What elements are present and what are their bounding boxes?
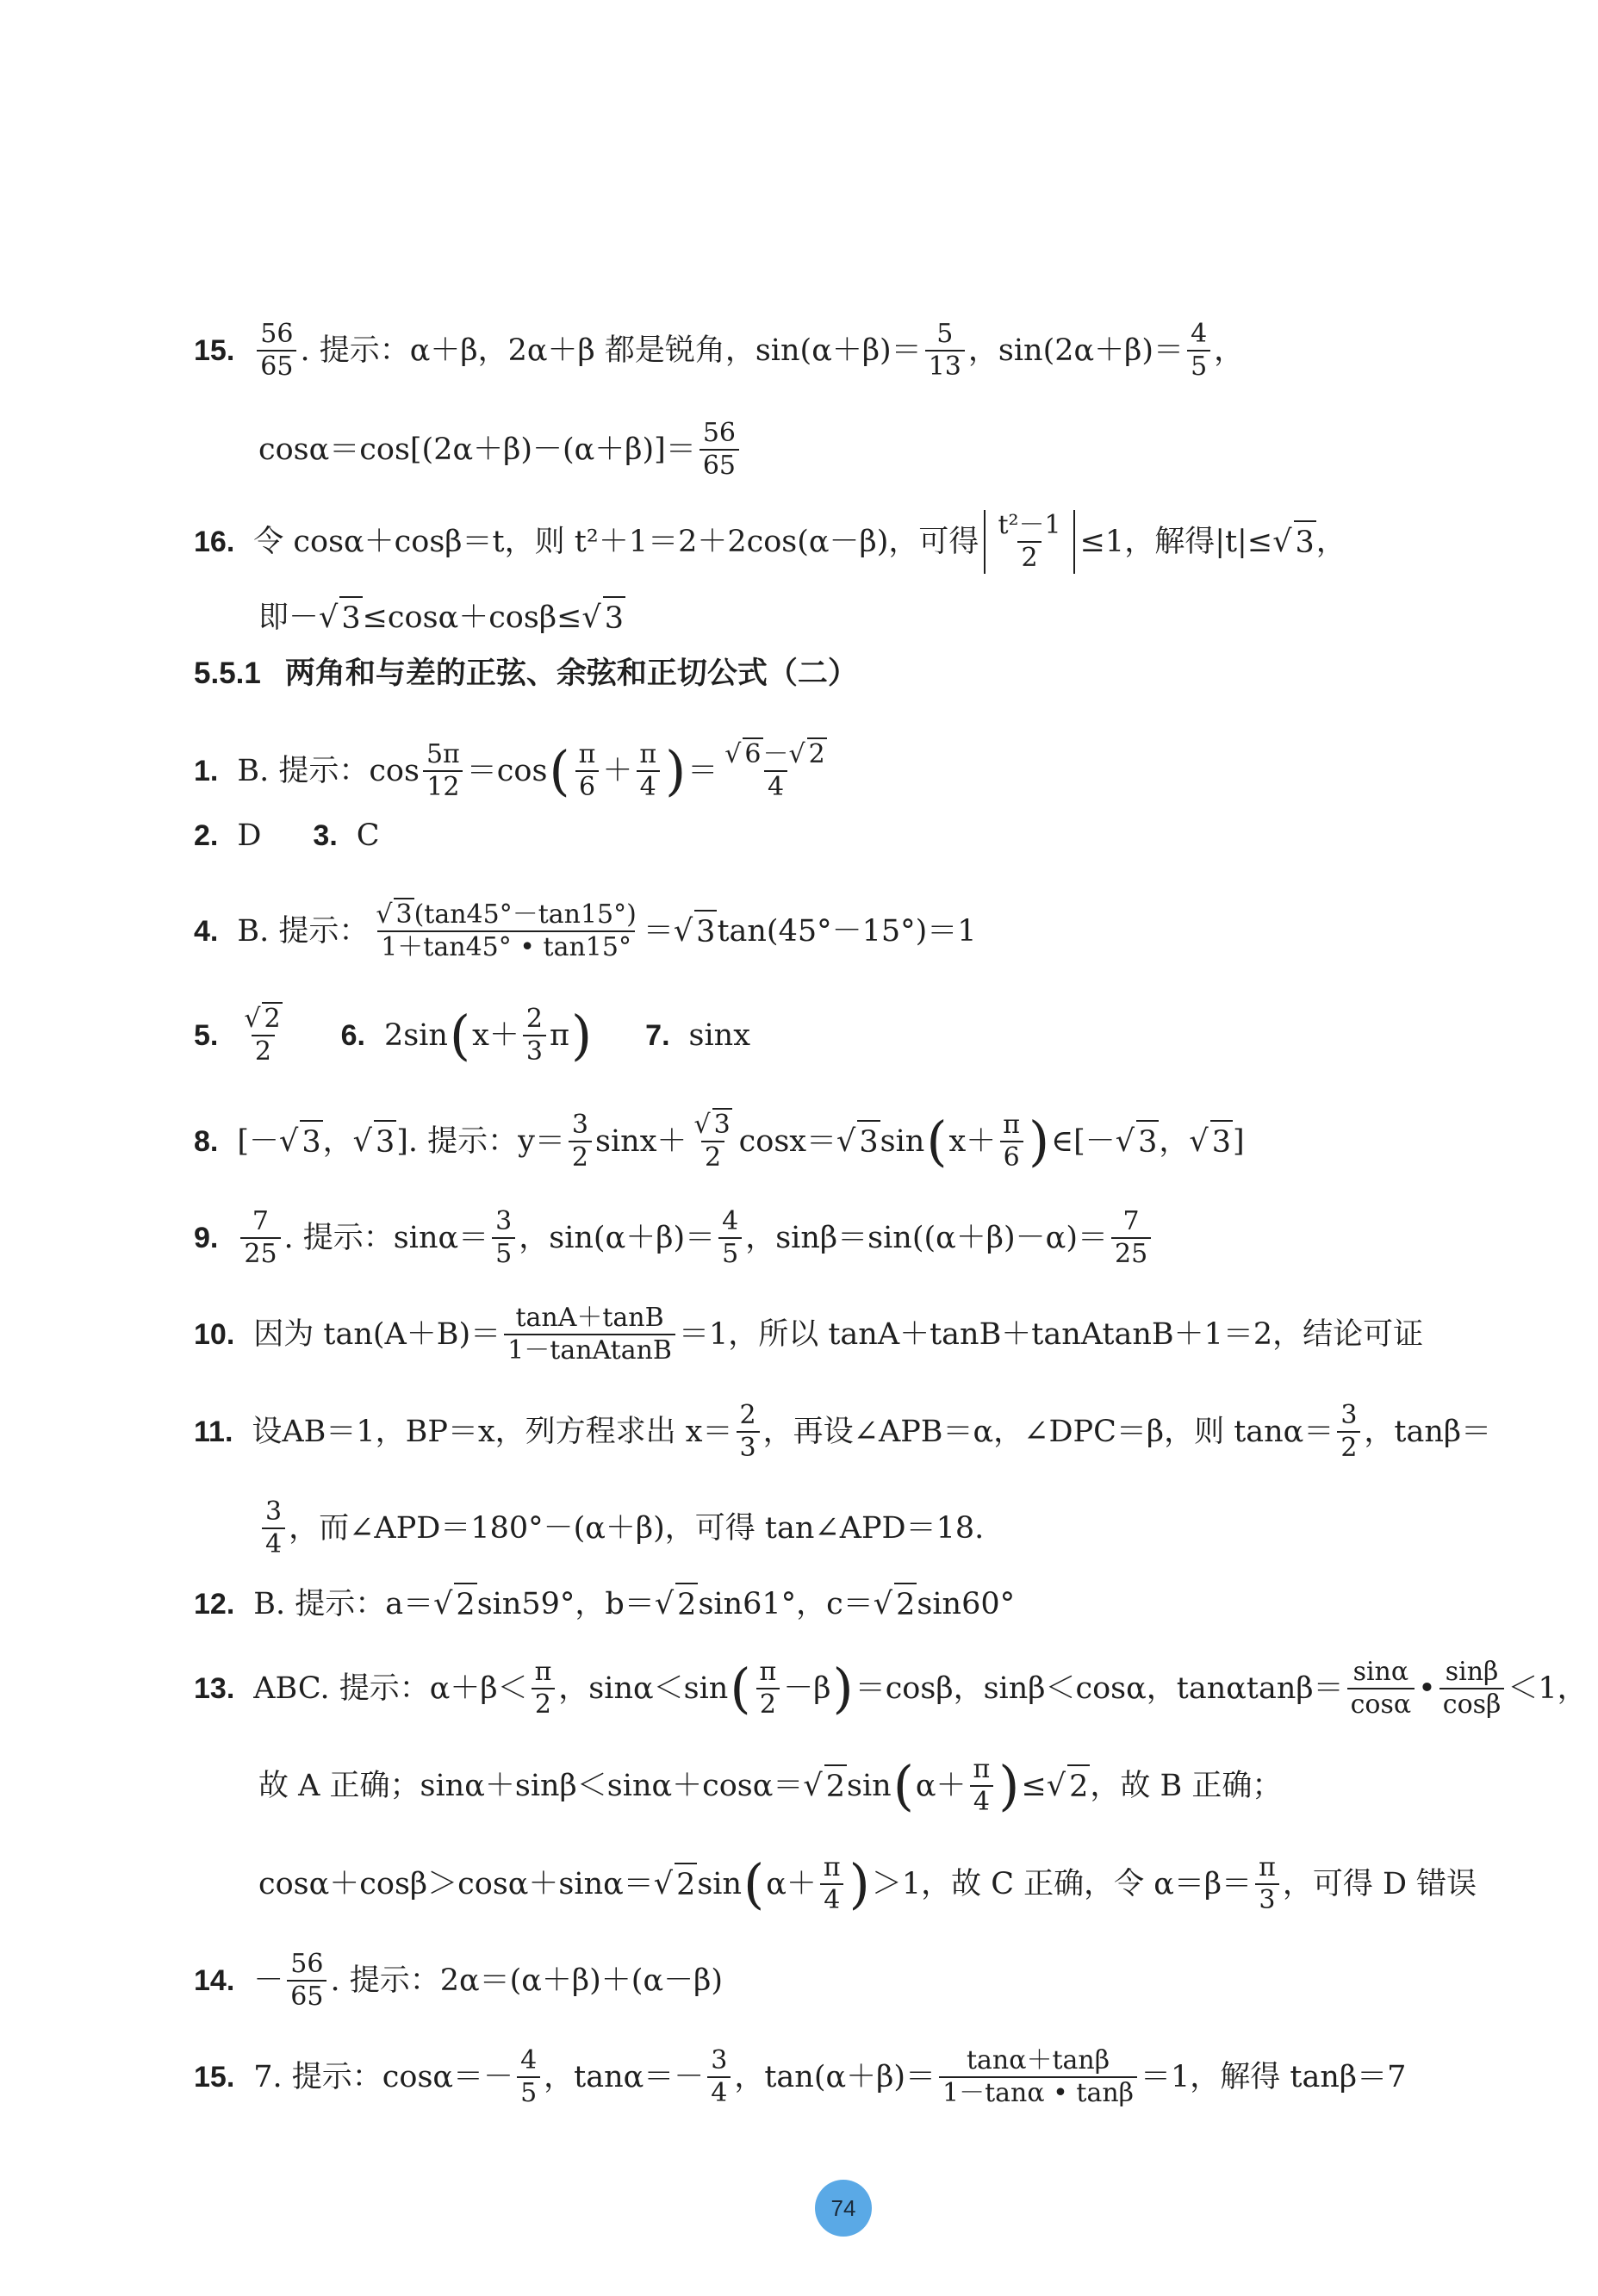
- fraction: $\frac{√ 2}{2}$: [244, 1004, 281, 1067]
- fraction: $\frac{3}{2}$: [1337, 1400, 1360, 1464]
- answer-15b: 15. 7. 提示：cosα＝－ $\frac{4}{5}$ ，tanα＝－ $\frac{3}{4}$ ，tan(α＋β)＝ $\frac{\tan\alpha+\tan\beta}{1-\tan\alpha • \tan\beta}$ ＝1，解得 tanβ＝7: [194, 2045, 1407, 2108]
- item-number: 12.: [194, 1588, 235, 1621]
- fraction: $\frac{√ 6-√ 2}{4}$: [724, 739, 825, 802]
- answer-5-6-7: 5. $\frac{√ 2}{2}$ 6. 2sin ( x＋ $\frac{2}{3}$ π ) 7. sinx: [194, 1004, 750, 1067]
- item-number: 7.: [645, 1019, 670, 1052]
- fraction: $\frac{5\pi}{12}$: [423, 739, 463, 803]
- answer-8: 8. [－ √ 3 ， √ 3 ]. 提示：y＝ $\frac{3}{2}$ sinx＋ $\frac{√ 3}{2}$ cosx＝ √ 3 sin ( x＋ $\frac{\pi}{6}$ ) ∈[－ √ 3 ， √ 3 ]: [194, 1110, 1245, 1173]
- answer-13-line3: cosα＋cosβ＞cosα＋sinα＝ √ 2 sin ( α＋ $\frac{\pi}{4}$ ) ＞1，故 C 正确，令 α＝β＝ $\frac{\pi}{3}$ ，可得 D 错误: [258, 1852, 1477, 1915]
- item-number: 11.: [194, 1416, 233, 1448]
- item-number: 15.: [194, 334, 235, 367]
- answer-10: 10. 因为 tan(A＋B)＝ $\frac{\tan A+\tan B}{\text{1－tanAtanB}}$ ＝1，所以 tanA＋tanB＋tanAtanB＋1＝2，结论可证: [194, 1303, 1424, 1366]
- left-paren: (: [549, 739, 570, 802]
- item-number: 13.: [194, 1672, 235, 1705]
- answer-12: 12. B. 提示：a＝ √ 2 sin59°，b＝ √ 2 sin61°，c＝ √ 2 sin60°: [194, 1583, 1015, 1626]
- fraction: $\frac{56}{65}$: [287, 1949, 326, 2013]
- fraction: $\frac{\pi}{4}$: [820, 1852, 844, 1916]
- answer-13: 13. ABC. 提示：α＋β＜ $\frac{\pi}{2}$ ，sinα＜sin ( $\frac{\pi}{2}$ －β ) ＝cosβ，sinβ＜cosα，tanαtanβ＝ $\frac{\sin\alpha}{\cos\alpha}$ • $\frac{\sin\beta}{\cos\beta}$ ＜1，: [194, 1657, 1588, 1720]
- item-number: 1.: [194, 755, 219, 787]
- answer-15a: 15. $\frac{56}{65}$ . 提示：α＋β，2α＋β 都是锐角，sin(α＋β)＝ $\frac{5}{13}$ ，sin(2α＋β)＝ $\frac{4}{5}$ ，: [194, 319, 1245, 382]
- fraction: $\frac{3}{2}$: [569, 1110, 592, 1173]
- item-number: 10.: [194, 1318, 235, 1351]
- answer-15a-line2: cosα＝cos[(2α＋β)－(α＋β)]＝ $\frac{56}{65}$: [258, 418, 743, 482]
- fraction: $\frac{\pi}{3}$: [1255, 1852, 1279, 1916]
- fraction: $\frac{\pi}{4}$: [970, 1754, 994, 1818]
- fraction: $\frac{4}{5}$: [718, 1206, 742, 1270]
- item-number: 14.: [194, 1964, 235, 1997]
- fraction: $\frac{\sin\alpha}{\cos\alpha}$: [1347, 1657, 1415, 1720]
- fraction: $\frac{56}{65}$: [257, 319, 296, 383]
- fraction: $\frac{√ 3}{2}$: [693, 1110, 731, 1173]
- section-heading: [194, 653, 858, 694]
- fraction: $\frac{\tan A+\tan B}{\text{1－tanAtanB}}$: [504, 1303, 675, 1366]
- item-number: 2.: [194, 819, 219, 852]
- fraction: $\frac{5}{13}$: [925, 319, 965, 383]
- answer-13-line2: 故 A 正确；sinα＋sinβ＜sinα＋cosα＝ √ 2 sin ( α＋ $\frac{\pi}{4}$ ) ≤ √ 2 ，故 B 正确；: [258, 1754, 1283, 1817]
- fraction: $\frac{7}{25}$: [240, 1206, 280, 1270]
- sqrt-sign: √: [1272, 525, 1292, 559]
- fraction: $\frac{\text{t²－1}}{2}$: [998, 510, 1061, 573]
- page-number: 74: [815, 2180, 872, 2237]
- fraction: $\frac{56}{65}$: [700, 418, 739, 482]
- answer-1: 1. B. 提示：cos $\frac{5\pi}{12}$ ＝cos ( $\frac{\pi}{6}$ ＋ $\frac{\pi}{4}$ ) ＝ $\frac{√ 6-√ 2}{4}$: [194, 739, 834, 803]
- fraction: $\frac{\sin\beta}{\cos\beta}$: [1439, 1657, 1505, 1720]
- answer-9: 9. $\frac{7}{25}$ . 提示：sinα＝ $\frac{3}{5}$ ，sin(α＋β)＝ $\frac{4}{5}$ ，sinβ＝sin((α＋β)－α)＝ $\frac{7}{25}$: [194, 1206, 1154, 1270]
- fraction: $\frac{√ 3(\tan 45^\circ-\tan 15^\circ)}{1+\tan 45^\circ • \tan 15^\circ}$: [376, 899, 637, 962]
- answer-11-line2: $\frac{3}{4}$ ，而∠APD＝180°－(α＋β)，可得 tan∠APD＝18.: [258, 1496, 984, 1560]
- fraction: $\frac{2}{3}$: [523, 1004, 546, 1067]
- section-number: 5.5.1: [194, 656, 261, 690]
- item-number: 3.: [313, 819, 338, 852]
- fraction: $\frac{\pi}{2}$: [532, 1657, 556, 1720]
- fraction: $\frac{\pi}{2}$: [756, 1657, 780, 1720]
- fraction: $\frac{3}{5}$: [492, 1206, 515, 1270]
- answer-14: 14. － $\frac{56}{65}$ . 提示：2α＝(α＋β)＋(α－β): [194, 1949, 723, 2012]
- fraction: $\frac{4}{5}$: [517, 2045, 540, 2109]
- fraction: $\frac{\pi}{6}$: [999, 1110, 1023, 1173]
- section-title: 两角和与差的正弦、余弦和正切公式（二）: [284, 656, 858, 690]
- fraction: $\frac{3}{4}$: [707, 2045, 731, 2109]
- fraction: $\frac{\pi}{4}$: [636, 739, 660, 803]
- fraction: $\frac{\tan\alpha+\tan\beta}{1-\tan\alpha • \tan\beta}$: [939, 2045, 1137, 2109]
- absolute-value: [984, 510, 1074, 574]
- item-number: 9.: [194, 1222, 219, 1254]
- item-number: 5.: [194, 1019, 219, 1052]
- fraction: $\frac{3}{4}$: [262, 1496, 285, 1560]
- answer-16: 16. 令 cosα＋cosβ＝t，则 t²＋1＝2＋2cos(α－β)，可得 $\frac{\text{t²－1}}{2}$ ≤1，解得|t|≤ √ 3 ，: [194, 510, 1346, 573]
- answer-2-3: 2. D 3. C: [194, 815, 380, 856]
- item-number: 6.: [340, 1019, 365, 1052]
- answer-4: 4. B. 提示： $\frac{√ 3(\tan 45^\circ-\tan 15^\circ)}{1+\tan 45^\circ • \tan 15^\circ}$ ＝ √ 3 tan(45°－15°)＝1: [194, 899, 977, 962]
- item-number: 8.: [194, 1125, 219, 1158]
- item-number: 4.: [194, 915, 219, 948]
- fraction: $\frac{\pi}{6}$: [575, 739, 600, 803]
- answer-11: 11. 设AB＝1，BP＝x，列方程求出 x＝ $\frac{2}{3}$ ，再设∠APB＝α，∠DPC＝β，则 tanα＝ $\frac{3}{2}$ ，tanβ＝: [194, 1400, 1492, 1463]
- fraction: $\frac{2}{3}$: [737, 1400, 760, 1464]
- fraction: $\frac{7}{25}$: [1111, 1206, 1151, 1270]
- right-paren: ): [665, 739, 687, 802]
- answer-16-line2: 即－ √ 3 ≤cosα＋cosβ≤ √ 3: [258, 596, 625, 639]
- item-number: 16.: [194, 526, 235, 558]
- fraction: $\frac{4}{5}$: [1187, 319, 1210, 383]
- item-number: 15.: [194, 2061, 235, 2094]
